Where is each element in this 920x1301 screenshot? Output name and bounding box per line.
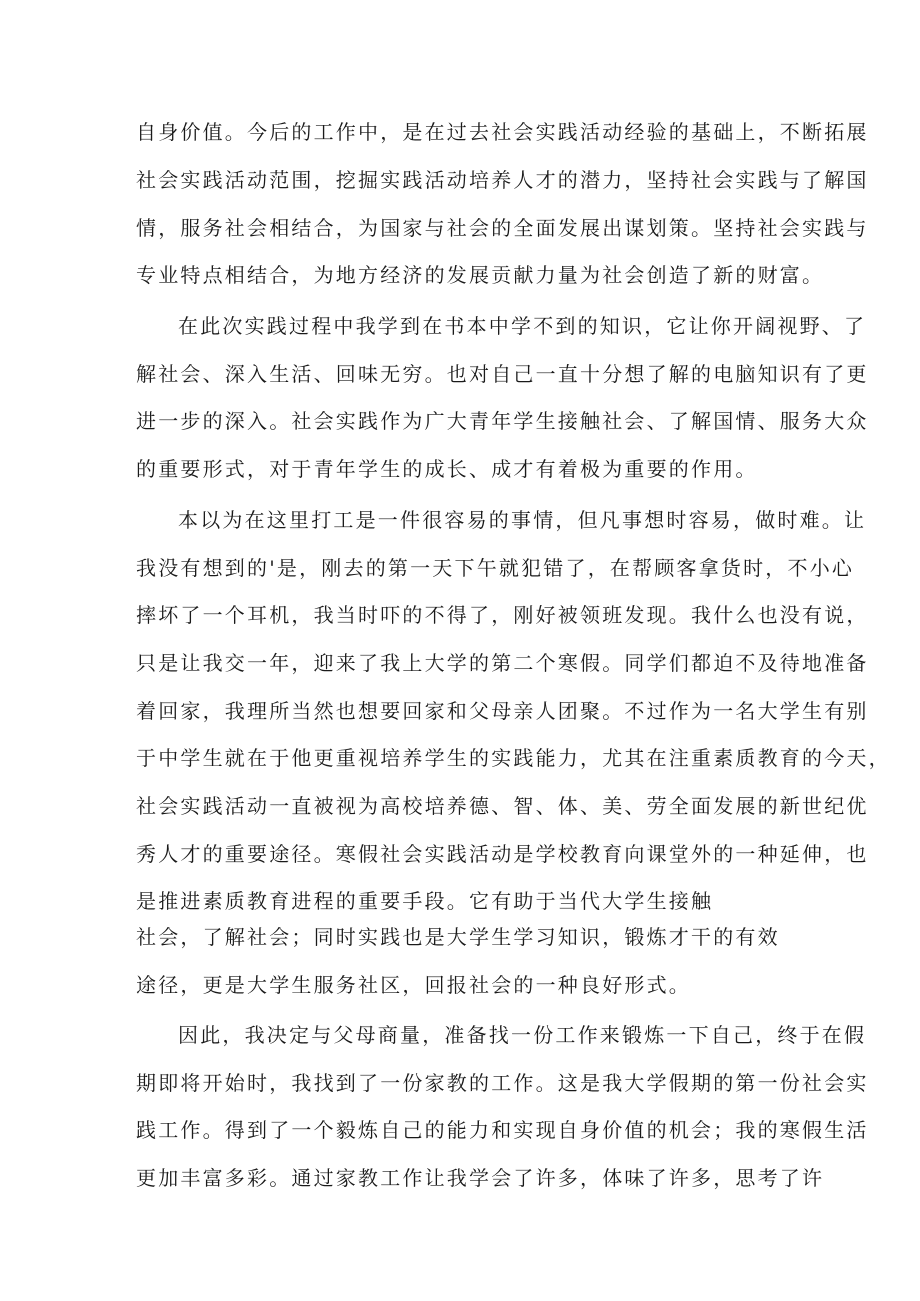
text-line: 秀人才的重要途径。寒假社会实践活动是学校教育向课堂外的一种延伸，也 (136, 842, 869, 866)
text-line: 解社会、深入生活、回味无穷。也对自己一直十分想了解的电脑知识有了更 (136, 362, 869, 386)
text-line: 专业特点相结合，为地方经济的发展贡献力量为社会创造了新的财富。 (136, 263, 825, 287)
text-line: 更加丰富多彩。通过家教工作让我学会了许多，体味了许多，思考了许 (136, 1166, 825, 1190)
text-line: 期即将开始时，我找到了一份家教的工作。这是我大学假期的第一份社会实 (136, 1071, 869, 1095)
text-line: 情，服务社会相结合，为国家与社会的全面发展出谋划策。坚持社会实践与 (136, 216, 869, 240)
text-line: 本以为在这里打工是一件很容易的事情，但凡事想时容易，做时难。让 (178, 508, 867, 532)
text-line: 社会实践活动一直被视为高校培养德、智、体、美、劳全面发展的新世纪优 (136, 794, 869, 818)
text-line: 于中学生就在于他更重视培养学生的实践能力，尤其在注重素质教育的今天， (136, 746, 891, 770)
text-line: 自身价值。今后的工作中，是在过去社会实践活动经验的基础上，不断拓展 (136, 120, 869, 144)
text-line: 途径，更是大学生服务社区，回报社会的一种良好形式。 (136, 973, 691, 997)
text-line: 因此，我决定与父母商量，准备找一份工作来锻炼一下自己，终于在假 (178, 1023, 867, 1047)
text-line: 在此次实践过程中我学到在书本中学不到的知识，它让你开阔视野、了 (178, 314, 867, 338)
text-line: 摔坏了一个耳机，我当时吓的不得了，刚好被领班发现。我什么也没有说， (136, 603, 869, 627)
text-line: 着回家，我理所当然也想要回家和父母亲人团聚。不过作为一名大学生有别 (136, 699, 869, 723)
text-line: 我没有想到的'是，刚去的第一天下午就犯错了，在帮顾客拿货时，不小心 (136, 556, 855, 580)
text-line: 践工作。得到了一个毅炼自己的能力和实现自身价值的机会；我的寒假生活 (136, 1118, 869, 1142)
text-line: 的重要形式，对于青年学生的成长、成才有着极为重要的作用。 (136, 457, 758, 481)
text-line: 社会，了解社会；同时实践也是大学生学习知识，锻炼才干的有效 (136, 925, 780, 949)
text-line: 进一步的深入。社会实践作为广大青年学生接触社会、了解国情、服务大众 (136, 409, 869, 433)
text-line: 只是让我交一年，迎来了我上大学的第二个寒假。同学们都迫不及待地准备 (136, 651, 869, 675)
text-line: 是推进素质教育进程的重要手段。它有助于当代大学生接触 (136, 889, 714, 913)
text-line: 社会实践活动范围，挖掘实践活动培养人才的潜力，坚持社会实践与了解国 (136, 168, 869, 192)
